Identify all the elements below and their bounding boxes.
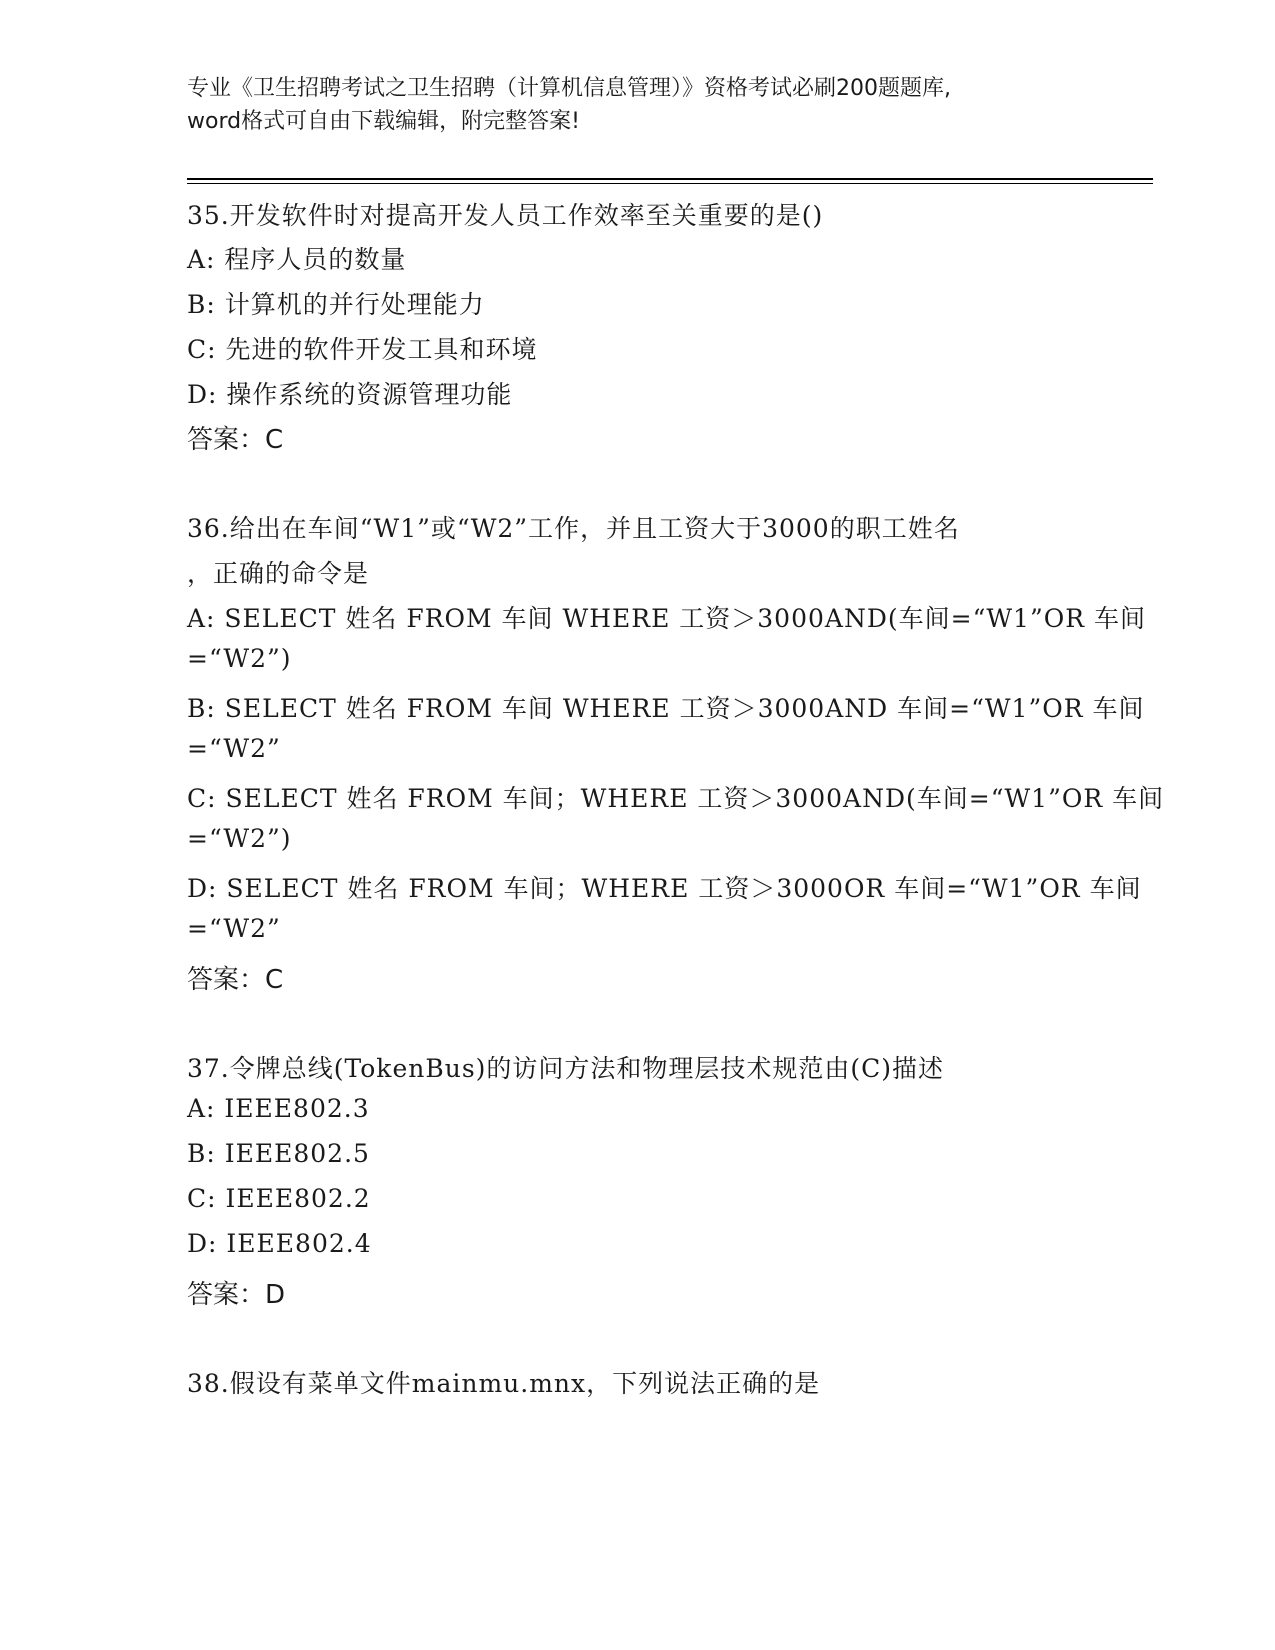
- question-36-option-d: D: SELECT 姓名 FROM 车间；WHERE 工资＞3000OR 车间=“W1”OR 车间: [187, 874, 1142, 903]
- question-37-option-a: A: IEEE802.3: [187, 1094, 370, 1123]
- question-36-option-b: B: SELECT 姓名 FROM 车间 WHERE 工资＞3000AND 车间=“W1”OR 车间: [187, 694, 1145, 723]
- question-36-option-c-cont: =“W2”): [187, 824, 292, 853]
- question-36-stem-cont: ，正确的命令是: [187, 559, 370, 588]
- header-line-1: 专业《卫生招聘考试之卫生招聘（计算机信息管理）》资格考试必刷200题题库,: [187, 76, 951, 101]
- question-36-option-a: A: SELECT 姓名 FROM 车间 WHERE 工资＞3000AND(车间=“W1”OR 车间: [187, 604, 1146, 633]
- question-35-option-a: A: 程序人员的数量: [187, 245, 407, 274]
- question-35-option-c: C: 先进的软件开发工具和环境: [187, 335, 538, 364]
- header-divider-thick: [187, 178, 1153, 180]
- question-38-stem: 38.假设有菜单文件mainmu.mnx，下列说法正确的是: [187, 1369, 821, 1398]
- question-37-option-c: C: IEEE802.2: [187, 1184, 371, 1213]
- question-35-option-d: D: 操作系统的资源管理功能: [187, 380, 513, 409]
- question-36-stem: 36.给出在车间“W1”或“W2”工作，并且工资大于3000的职工姓名: [187, 514, 960, 543]
- question-37-option-b: B: IEEE802.5: [187, 1139, 370, 1168]
- question-37-option-d: D: IEEE802.4: [187, 1229, 372, 1258]
- question-36-option-c: C: SELECT 姓名 FROM 车间；WHERE 工资＞3000AND(车间=“W1”OR 车间: [187, 784, 1165, 813]
- question-37-answer: 答案：D: [187, 1280, 286, 1310]
- header-line-2: word格式可自由下载编辑，附完整答案!: [187, 109, 580, 134]
- question-35-option-b: B: 计算机的并行处理能力: [187, 290, 485, 319]
- document-header: [187, 72, 1087, 138]
- question-35-answer: 答案：C: [187, 425, 284, 455]
- question-35-stem: 35.开发软件时对提高开发人员工作效率至关重要的是(): [187, 201, 824, 230]
- question-36-option-d-cont: =“W2”: [187, 914, 281, 943]
- question-37-stem: 37.令牌总线(TokenBus)的访问方法和物理层技术规范由(C)描述: [187, 1054, 945, 1083]
- header-divider-thin: [187, 183, 1153, 184]
- question-36-option-b-cont: =“W2”: [187, 734, 281, 763]
- question-36-option-a-cont: =“W2”): [187, 644, 292, 673]
- question-36-answer: 答案：C: [187, 965, 284, 995]
